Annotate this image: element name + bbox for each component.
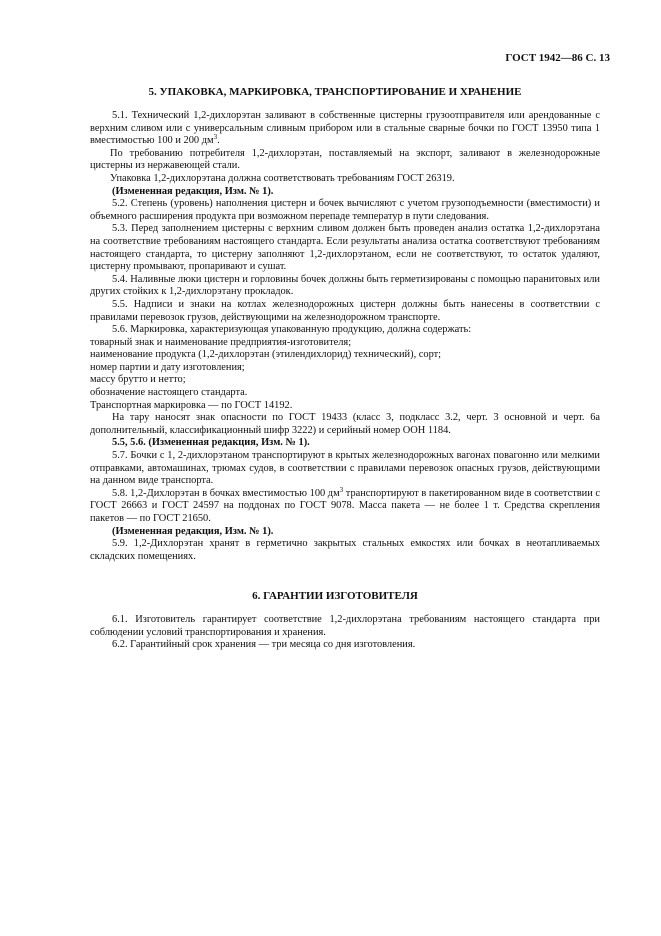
- paragraph-5-7: 5.7. Бочки с 1, 2-дихлорэтаном транспортируют в крытых железнодорожных вагонах повагонно или мелкими отправками, автомашинах, трюмах судов, в соответствии с правилами перевозок опасных грузов, действующими на данном виде транспорта.: [90, 450, 600, 487]
- paragraph-5-5: 5.5. Надписи и знаки на котлах железнодорожных цистерн должны быть нанесены в соответствии с правилами перевозок грузов, действующими на железнодорожном транспорте.: [90, 298, 600, 323]
- paragraph-5-1-packing: Упаковка 1,2-дихлорэтана должна соответствовать требованиям ГОСТ 26319.: [110, 172, 455, 184]
- edit-note: (Измененная редакция, Изм. № 1).: [112, 525, 274, 537]
- edit-note: (Измененная редакция, Изм. № 1).: [112, 185, 274, 197]
- list-item: обозначение настоящего стандарта.: [90, 387, 248, 399]
- edit-note-5-5-5-6: 5.5, 5.6. (Измененная редакция, Изм. № 1).: [112, 437, 310, 449]
- paragraph-transport-marking: Транспортная маркировка — по ГОСТ 14192.: [90, 399, 293, 411]
- paragraph-5-9: 5.9. 1,2-Дихлорэтан хранят в герметично закрытых стальных емкостях или бочках в неотапливаемых складских помещениях.: [90, 538, 600, 562]
- paragraph-hazard-sign: На тару наносят знак опасности по ГОСТ 19433 (класс 3, подкласс 3.2, черт. 3 основной и черт. 6а дополнительный, классификационный шифр 3222) и серийный номер ООН 1184.: [90, 412, 600, 436]
- list-item: наименование продукта (1,2-дихлорэтан (этилендихлорид) технический), сорт;: [90, 349, 442, 361]
- paragraph-5-1-export: По требованию потребителя 1,2-дихлорэтан, поставляемый на экспорт, заливают в железнодорожные цистерны из нержавеющей стали.: [90, 147, 600, 172]
- paragraph-5-4: 5.4. Наливные люки цистерн и горловины бочек должны быть герметизированы с помощью паранитовых или других стойких к 1,2-дихлорэтану прокладок.: [90, 273, 600, 298]
- paragraph-6-1: 6.1. Изготовитель гарантирует соответствие 1,2-дихлорэтана требованиям настоящего стандарта при соблюдении условий транспортирования и хранения.: [90, 614, 600, 638]
- paragraph-6-2: 6.2. Гарантийный срок хранения — три месяца со дня изготовления.: [112, 639, 416, 651]
- list-item: номер партии и дату изготовления;: [90, 361, 245, 373]
- list-item: массу брутто и нетто;: [90, 374, 186, 386]
- paragraph-5-3: 5.3. Перед заполнением цистерны с верхним сливом должен быть проведен анализ остатка 1,2-дихлорэтана на соответствие требованиям настоящего стандарта. Если результаты анализа остатка соответствуют требованиям настоящего стандарта, то цистерну заполняют 1,2-дихлорэтаном, если не соответствуют, то остаток удаляют, цистерну промывают, пропаривают и сушат.: [90, 223, 600, 273]
- list-item: товарный знак и наименование предприятия-изготовителя;: [90, 336, 352, 348]
- paragraph-5-1: 5.1. Технический 1,2-дихлорэтан заливают в собственные цистерны грузоотправителя или арендованные с верхним сливом или с универсальным сливным прибором или в стальные сварные бочки по ГОСТ 13950 типа 1 вместимостью 100 и 200 $дм^3$.: [90, 110, 600, 147]
- paragraph-5-2: 5.2. Степень (уровень) наполнения цистерн и бочек вычисляют с учетом грузоподъемности (вместимости) и объемного расширения продукта при возможном перепаде температур в пути следования.: [90, 198, 600, 222]
- section-6-body: [90, 614, 600, 652]
- running-header: ГОСТ 1942—86 С. 13: [505, 52, 610, 64]
- paragraph-5-6: 5.6. Маркировка, характеризующая упакованную продукцию, должна содержать:: [112, 324, 472, 336]
- section-6-heading: 6. ГАРАНТИИ ИЗГОТОВИТЕЛЯ: [252, 590, 418, 602]
- section-5-heading: 5. УПАКОВКА, МАРКИРОВКА, ТРАНСПОРТИРОВАНИЕ И ХРАНЕНИЕ: [148, 86, 522, 98]
- section-5-body: [90, 110, 600, 563]
- paragraph-5-8: 5.8. 1,2-Дихлорэтан в бочках вместимостью 100 $дм^3$ транспортируют в пакетированном виде в соответствии с ГОСТ 26663 и ГОСТ 24597 на поддонах по ГОСТ 9078. Масса пакета — не более 1 т. Средства скрепления пакетов — по ГОСТ 21650.: [90, 485, 600, 524]
